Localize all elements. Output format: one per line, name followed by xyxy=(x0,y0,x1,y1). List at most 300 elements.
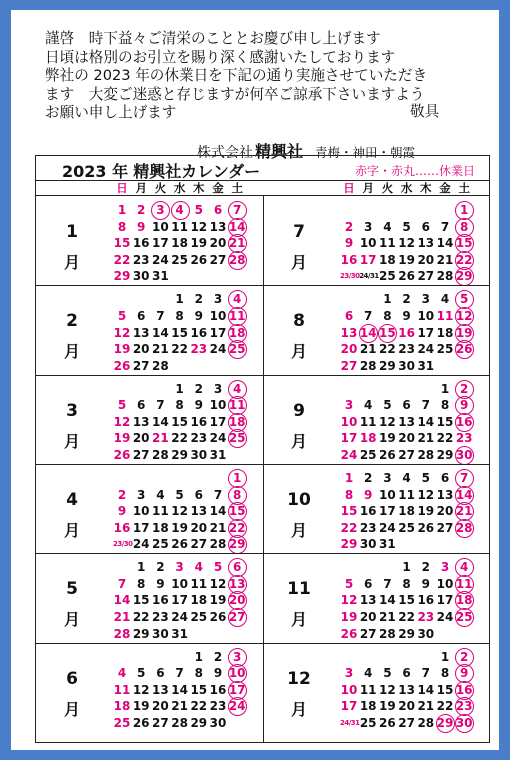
day-cell: 3 xyxy=(364,219,373,234)
day-cell: 5 xyxy=(137,666,146,681)
day-cell: 24 xyxy=(379,520,396,535)
day-cell: 8 xyxy=(455,219,473,235)
day-cell: 20 xyxy=(359,610,377,624)
day-cell: 14 xyxy=(379,593,396,608)
day-cell: 11 xyxy=(228,308,246,323)
month-divider xyxy=(263,285,490,286)
month-unit: 月 xyxy=(63,610,80,630)
day-cell: 20 xyxy=(190,520,208,535)
day-cell: 28 xyxy=(455,520,473,535)
day-cell: 12 xyxy=(379,682,396,697)
day-cell: 4 xyxy=(156,487,165,502)
day-cell: 10 xyxy=(132,504,150,519)
day-cell: 26 xyxy=(398,269,415,284)
month-number: 5 xyxy=(66,579,78,600)
day-cell: 8 xyxy=(117,219,127,234)
day-cell: 7 xyxy=(117,576,127,591)
month-unit: 月 xyxy=(63,520,80,540)
day-cell: 27 xyxy=(398,448,415,462)
day-cell: 27 xyxy=(340,358,358,373)
day-cell: 10 xyxy=(209,308,227,323)
day-cell: 5 xyxy=(383,398,392,413)
day-cell: 26 xyxy=(379,448,396,462)
day-cell: 6 xyxy=(228,559,246,575)
day-cell: 6 xyxy=(194,487,203,502)
day-cell: 19 xyxy=(190,236,208,251)
day-cell: 17 xyxy=(379,504,396,519)
day-cell: 12 xyxy=(379,414,396,429)
day-cell: 23 xyxy=(398,342,415,357)
day-cell: 26 xyxy=(113,358,131,373)
greeting-letter xyxy=(45,30,495,123)
day-cell: 27 xyxy=(436,520,454,535)
day-cell: 26 xyxy=(340,626,358,641)
day-cell: 12 xyxy=(190,219,208,234)
weekday-header-row xyxy=(36,181,489,196)
day-cell: 10 xyxy=(209,398,227,413)
day-cell: 23 xyxy=(152,610,169,624)
calendar-title-bar xyxy=(36,156,489,181)
day-cell: 11 xyxy=(379,236,396,251)
day-cell: 14 xyxy=(113,593,131,608)
day-cell: 9 xyxy=(194,398,203,413)
month-number: 9 xyxy=(293,400,305,421)
day-cell: 6 xyxy=(137,398,146,413)
day-cell: 9 xyxy=(455,397,473,413)
day-cell: 8 xyxy=(228,487,246,503)
day-cell: 27 xyxy=(417,269,435,284)
day-cell: 26 xyxy=(171,537,188,552)
day-cell: 17 xyxy=(340,431,358,446)
day-cell: 15 xyxy=(340,504,358,519)
day-cell: 31 xyxy=(379,537,396,552)
day-cell: 5 xyxy=(175,487,184,502)
day-cell: 7 xyxy=(455,470,473,486)
day-cell: 25 xyxy=(398,520,415,535)
day-cell: 17 xyxy=(228,682,246,697)
month-number: 2 xyxy=(66,311,78,332)
day-cell: 15 xyxy=(190,682,208,697)
day-cell: 8 xyxy=(175,308,184,323)
day-cell: 5 xyxy=(117,398,127,413)
day-cell: 19 xyxy=(113,431,131,446)
day-cell: 30 xyxy=(359,537,377,552)
weekday-header-3: 水 xyxy=(173,181,186,195)
day-cell: 22 xyxy=(436,431,454,446)
day-cell: 24 xyxy=(132,537,150,552)
month-divider xyxy=(263,375,490,376)
day-cell: 20 xyxy=(228,593,246,608)
day-cell: 15 xyxy=(436,682,454,697)
day-cell: 20 xyxy=(209,236,227,251)
day-cell: 22 xyxy=(171,431,188,446)
day-cell: 27 xyxy=(152,715,169,730)
day-cell: 5 xyxy=(117,308,127,323)
day-cell: 27 xyxy=(132,448,150,462)
day-cell: 19 xyxy=(417,504,435,519)
day-cell: 18 xyxy=(359,431,377,446)
day-cell: 29 xyxy=(340,537,358,552)
day-cell: 26 xyxy=(113,448,131,462)
weekday-header-1: 月 xyxy=(135,181,147,195)
day-cell: 26 xyxy=(379,715,396,730)
day-cell: 18 xyxy=(190,593,208,608)
day-cell: 4 xyxy=(228,381,246,397)
day-cell: 28 xyxy=(379,626,396,641)
day-cell: 16 xyxy=(209,682,227,697)
day-cell: 4 xyxy=(364,666,373,681)
day-cell: 30 xyxy=(209,715,227,730)
day-cell: 26 xyxy=(132,715,150,730)
day-cell: 11 xyxy=(455,576,473,591)
day-cell: 12 xyxy=(171,504,188,519)
day-cell: 18 xyxy=(379,252,396,267)
day-cell: 10 xyxy=(171,576,188,591)
day-cell: 18 xyxy=(398,504,415,519)
day-cell: 17 xyxy=(132,520,150,535)
day-cell: 1 xyxy=(137,560,146,575)
day-cell: 20 xyxy=(132,342,150,357)
day-cell: 10 xyxy=(417,308,435,323)
day-cell: 4 xyxy=(171,202,189,218)
day-cell: 7 xyxy=(383,576,392,591)
day-cell: 15 xyxy=(436,414,454,429)
day-cell: 1 xyxy=(455,202,473,218)
day-cell: 29 xyxy=(436,715,454,730)
day-cell: 1 xyxy=(194,649,203,664)
day-cell: 9 xyxy=(344,236,354,251)
day-cell: 8 xyxy=(440,666,450,681)
day-cell: 28 xyxy=(228,252,246,267)
day-cell: 23 xyxy=(190,342,208,357)
weekday-header-2: 火 xyxy=(381,181,394,195)
day-cell: 8 xyxy=(344,487,354,502)
day-cell: 14 xyxy=(417,414,435,429)
day-cell: 2 xyxy=(194,292,203,307)
weekday-header-6: 土 xyxy=(458,181,470,195)
day-cell: 25 xyxy=(228,431,246,446)
day-cell: 2 xyxy=(344,219,354,234)
day-cell: 2 xyxy=(421,560,430,575)
day-cell: 1 xyxy=(228,470,246,486)
day-cell: 13 xyxy=(152,682,169,697)
month-divider xyxy=(36,464,263,465)
day-cell: 10 xyxy=(379,487,396,502)
day-cell: 30 xyxy=(132,269,150,284)
day-cell: 9 xyxy=(194,308,203,323)
month-number: 3 xyxy=(66,400,78,421)
weekday-header-2: 火 xyxy=(154,181,167,195)
calendar-card xyxy=(11,10,499,750)
day-cell: 14 xyxy=(455,487,473,502)
day-cell: 20 xyxy=(340,342,358,357)
day-cell: 9 xyxy=(156,576,165,591)
day-cell: 4 xyxy=(117,666,127,681)
day-cell: 14 xyxy=(171,682,188,697)
day-cell: 28 xyxy=(436,269,454,284)
day-cell: 10 xyxy=(436,576,454,591)
weekday-header-5: 金 xyxy=(212,181,224,195)
month-unit: 月 xyxy=(63,431,80,451)
day-cell: 29 xyxy=(113,269,131,284)
day-cell: 18 xyxy=(228,325,246,340)
day-cell: 27 xyxy=(228,610,246,624)
month-number: 4 xyxy=(66,489,78,510)
day-cell: 24 xyxy=(417,342,435,357)
day-cell: 8 xyxy=(194,666,203,681)
company-type: 株式会社 xyxy=(197,145,253,161)
day-cell: 22 xyxy=(190,699,208,714)
day-cell: 6 xyxy=(344,308,354,323)
day-cell: 2 xyxy=(402,292,411,307)
day-cell: 5 xyxy=(344,576,354,591)
day-cell: 6 xyxy=(137,308,146,323)
day-cell: 3 xyxy=(440,560,450,575)
calendar-name: 精興社カレンダー xyxy=(133,162,261,181)
day-cell: 29 xyxy=(455,269,473,284)
day-cell: 28 xyxy=(152,358,169,373)
day-cell: 19 xyxy=(398,252,415,267)
day-cell: 17 xyxy=(209,325,227,340)
day-cell: 29 xyxy=(379,358,396,373)
day-cell: 26 xyxy=(455,342,473,357)
day-cell: 23 xyxy=(417,610,435,624)
day-cell: 25 xyxy=(228,342,246,357)
day-cell: 19 xyxy=(209,593,227,608)
day-cell: 15 xyxy=(398,593,415,608)
day-cell: 23 xyxy=(209,699,227,714)
day-cell: 1 xyxy=(402,560,411,575)
day-cell: 21 xyxy=(417,699,435,714)
day-cell: 2 xyxy=(213,649,223,664)
day-cell: 21 xyxy=(171,699,188,714)
day-cell: 4 xyxy=(364,398,373,413)
day-cell: 23 xyxy=(455,431,473,446)
day-cell: 12 xyxy=(340,593,358,608)
day-cell: 3 xyxy=(344,398,354,413)
day-cell: 29 xyxy=(398,626,415,641)
day-cell: 22 xyxy=(113,252,131,267)
day-cell: 8 xyxy=(383,308,392,323)
day-cell: 21 xyxy=(436,252,454,267)
day-cell: 24 xyxy=(436,610,454,624)
month-divider xyxy=(36,285,263,286)
day-cell: 14 xyxy=(359,325,377,340)
day-cell: 13 xyxy=(359,593,377,608)
month-unit: 月 xyxy=(63,342,80,362)
day-cell: 9 xyxy=(421,576,430,591)
day-cell: 20 xyxy=(132,431,150,446)
day-cell: 25 xyxy=(379,269,396,284)
day-cell: 7 xyxy=(421,666,430,681)
calendar-year: 2023 年 xyxy=(62,162,129,181)
day-cell: 25 xyxy=(171,252,188,267)
day-cell: 11 xyxy=(228,398,246,413)
day-cell: 12 xyxy=(398,236,415,251)
day-cell: 2 xyxy=(117,487,127,502)
day-cell: 2 xyxy=(455,381,473,397)
day-cell: 7 xyxy=(228,202,246,218)
day-cell: 19 xyxy=(132,699,150,714)
month-unit: 月 xyxy=(290,520,307,540)
day-cell: 1 xyxy=(175,381,184,396)
day-cell: 12 xyxy=(417,487,435,502)
day-cell: 27 xyxy=(359,626,377,641)
day-cell: 11 xyxy=(398,487,415,502)
day-cell: 25 xyxy=(359,715,377,730)
day-cell: 2 xyxy=(137,203,146,217)
month-number: 8 xyxy=(293,311,305,332)
day-cell: 20 xyxy=(436,504,454,519)
day-cell: 4 xyxy=(455,559,473,575)
day-cell: 13 xyxy=(398,682,415,697)
day-cell: 19 xyxy=(340,610,358,624)
day-cell: 31 xyxy=(417,358,435,373)
weekday-header-3: 水 xyxy=(400,181,413,195)
day-cell: 4 xyxy=(440,292,450,307)
day-cell: 6 xyxy=(213,203,223,217)
day-cell: 4 xyxy=(228,291,246,307)
day-cell: 8 xyxy=(440,398,450,413)
day-cell: 14 xyxy=(228,219,246,234)
day-cell: 22 xyxy=(228,520,246,535)
weekday-header-1: 月 xyxy=(362,181,374,195)
day-cell: 24/31 xyxy=(359,272,379,281)
month-number: 6 xyxy=(66,668,78,689)
day-cell: 17 xyxy=(209,414,227,429)
company-branches: 青梅・神田・朝霞 xyxy=(315,145,416,160)
calendar-grid xyxy=(35,155,490,743)
month-unit: 月 xyxy=(63,699,80,719)
day-cell: 22 xyxy=(455,252,473,267)
day-cell: 5 xyxy=(455,291,473,307)
day-cell: 4 xyxy=(402,470,411,485)
day-cell: 17 xyxy=(417,325,435,340)
day-cell: 30 xyxy=(455,448,473,462)
month-unit: 月 xyxy=(290,253,307,272)
month-number: 12 xyxy=(287,668,311,689)
day-cell: 11 xyxy=(152,504,169,519)
day-cell: 23/30 xyxy=(113,540,133,549)
day-cell: 27 xyxy=(190,537,208,552)
day-cell: 21 xyxy=(152,431,169,446)
month-divider xyxy=(36,643,263,644)
day-cell: 1 xyxy=(440,649,450,664)
day-cell: 5 xyxy=(213,560,223,575)
day-cell: 29 xyxy=(436,448,454,462)
day-cell: 21 xyxy=(455,504,473,519)
calendar-title xyxy=(62,159,260,182)
day-cell: 7 xyxy=(156,398,165,413)
day-cell: 13 xyxy=(417,236,435,251)
letter-line: 弊社の 2023 年の休業日を下記の通り実施させていただき xyxy=(45,67,428,85)
day-cell: 24 xyxy=(171,610,188,624)
month-number: 7 xyxy=(293,222,305,242)
day-cell: 20 xyxy=(398,431,415,446)
letter-line: 日頃は格別のお引立を賜り深く感謝いたしております xyxy=(45,48,396,66)
day-cell: 2 xyxy=(455,649,473,665)
day-cell: 11 xyxy=(190,576,208,591)
weekday-header-0: 日 xyxy=(116,181,128,195)
day-cell: 14 xyxy=(209,504,227,519)
day-cell: 23 xyxy=(190,431,208,446)
day-cell: 19 xyxy=(379,699,396,714)
day-cell: 31 xyxy=(152,269,169,284)
day-cell: 16 xyxy=(190,325,208,340)
day-cell: 15 xyxy=(455,236,473,251)
weekday-header-5: 金 xyxy=(439,181,451,195)
day-cell: 10 xyxy=(340,414,358,429)
day-cell: 29 xyxy=(171,448,188,462)
day-cell: 6 xyxy=(421,219,430,234)
day-cell: 28 xyxy=(152,448,169,462)
day-cell: 9 xyxy=(455,665,473,681)
day-cell: 16 xyxy=(190,414,208,429)
day-cell: 3 xyxy=(137,487,146,502)
day-cell: 27 xyxy=(398,715,415,730)
day-cell: 5 xyxy=(421,470,430,485)
day-cell: 6 xyxy=(156,666,165,681)
day-cell: 25 xyxy=(152,537,169,552)
day-cell: 17 xyxy=(359,252,377,267)
day-cell: 13 xyxy=(209,219,227,234)
day-cell: 3 xyxy=(151,202,169,218)
day-cell: 6 xyxy=(364,576,373,591)
day-cell: 12 xyxy=(209,576,227,591)
day-cell: 9 xyxy=(402,308,411,323)
day-cell: 15 xyxy=(379,325,396,340)
day-cell: 24 xyxy=(340,448,358,462)
day-cell: 16 xyxy=(398,325,415,340)
weekday-header-0: 日 xyxy=(343,181,355,195)
day-cell: 2 xyxy=(364,470,373,485)
day-cell: 7 xyxy=(440,219,450,234)
day-cell: 25 xyxy=(113,715,131,730)
day-cell: 19 xyxy=(171,520,188,535)
day-cell: 14 xyxy=(152,325,169,340)
day-cell: 19 xyxy=(379,431,396,446)
day-cell: 20 xyxy=(417,252,435,267)
day-cell: 1 xyxy=(344,470,354,485)
day-cell: 17 xyxy=(152,236,169,251)
day-cell: 12 xyxy=(455,308,473,323)
day-cell: 3 xyxy=(175,560,184,575)
month-number: 11 xyxy=(287,579,311,600)
letter-line: ます 大変ご迷惑と存じますが何卒ご諒承下さいますよう xyxy=(45,85,425,103)
month-number: 10 xyxy=(287,489,311,510)
day-cell: 3 xyxy=(421,292,430,307)
month-divider xyxy=(263,643,490,644)
day-cell: 4 xyxy=(194,560,203,575)
day-cell: 15 xyxy=(113,236,131,251)
day-cell: 10 xyxy=(228,666,246,681)
day-cell: 27 xyxy=(209,252,227,267)
day-cell: 24 xyxy=(228,699,246,714)
day-cell: 14 xyxy=(152,414,169,429)
day-cell: 23 xyxy=(132,252,150,267)
day-cell: 23/30 xyxy=(340,272,360,281)
day-cell: 16 xyxy=(455,682,473,697)
day-cell: 18 xyxy=(359,699,377,714)
day-cell: 31 xyxy=(171,626,188,641)
day-cell: 28 xyxy=(209,537,227,552)
holiday-legend: 赤字・赤丸……休業日 xyxy=(354,164,475,178)
day-cell: 18 xyxy=(152,520,169,535)
day-cell: 25 xyxy=(190,610,208,624)
letter-closing: 敬具 xyxy=(410,103,440,121)
day-cell: 3 xyxy=(344,666,354,681)
day-cell: 29 xyxy=(190,715,208,730)
